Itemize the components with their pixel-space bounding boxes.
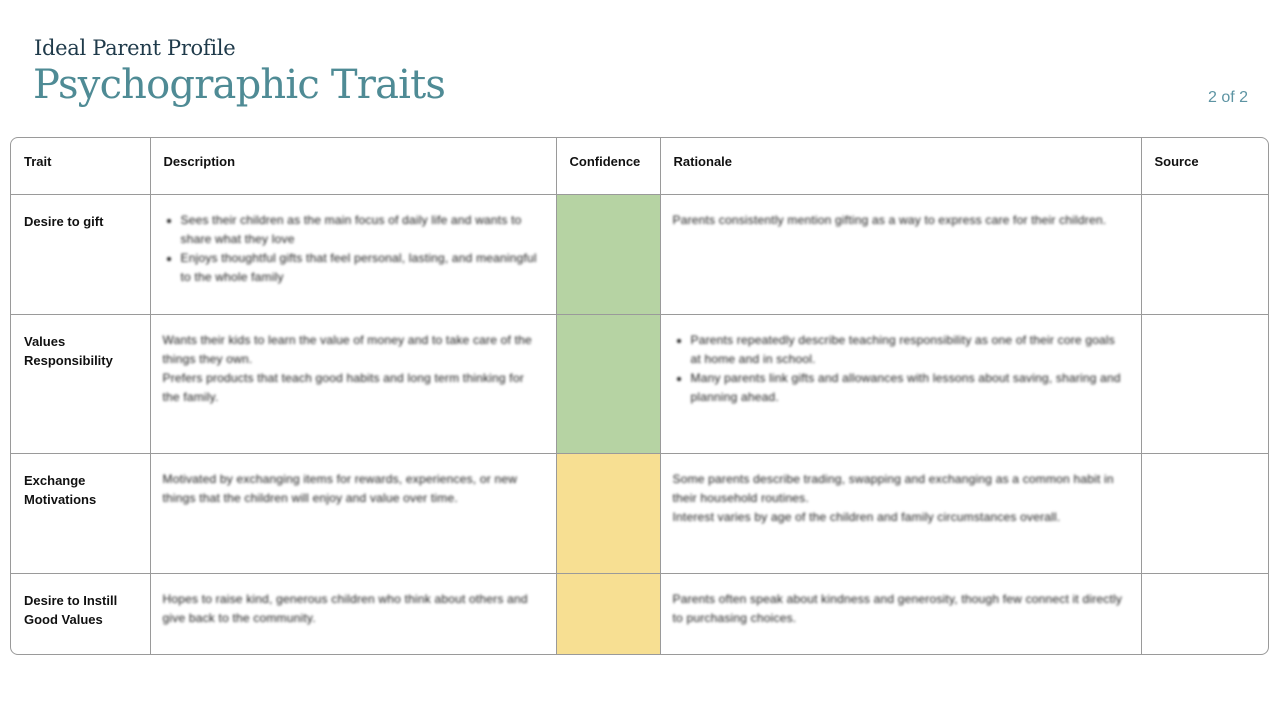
trait-cell: Desire to gift bbox=[11, 194, 150, 314]
description-text bbox=[163, 470, 542, 508]
trait-cell: Desire to Instill Good Values bbox=[11, 573, 150, 654]
rationale-cell bbox=[660, 314, 1141, 453]
rationale-text bbox=[673, 331, 1127, 407]
description-paragraph: Wants their kids to learn the value of money and to take care of the things they own. bbox=[162, 332, 532, 366]
description-text bbox=[163, 331, 542, 407]
column-header-rationale: Rationale bbox=[660, 138, 1141, 194]
table-header-row bbox=[11, 138, 1269, 194]
traits-table bbox=[10, 137, 1269, 655]
description-cell bbox=[150, 453, 556, 573]
source-cell bbox=[1141, 573, 1269, 654]
rationale-paragraph: Some parents describe trading, swapping and exchanging as a common habit in their household routines. bbox=[672, 471, 1114, 505]
description-paragraph: Prefers products that teach good habits and long term thinking for the family. bbox=[162, 370, 524, 404]
table-row bbox=[11, 453, 1269, 573]
rationale-paragraph: Interest varies by age of the children and family circumstances overall. bbox=[672, 509, 1061, 524]
rationale-bullet: • Parents repeatedly describe teaching responsibility as one of their core goals at home and in school. bbox=[691, 331, 1127, 369]
rationale-cell bbox=[660, 573, 1141, 654]
rationale-text bbox=[673, 470, 1127, 527]
column-header-description: Description bbox=[150, 138, 556, 194]
description-paragraph: Motivated by exchanging items for rewards, experiences, or new things that the children will enjoy and value over time. bbox=[162, 471, 518, 505]
table-row bbox=[11, 573, 1269, 654]
table-row bbox=[11, 194, 1269, 314]
description-text bbox=[163, 590, 542, 628]
description-cell bbox=[150, 194, 556, 314]
rationale-paragraph: Parents consistently mention gifting as a way to express care for their children. bbox=[672, 212, 1107, 227]
rationale-cell bbox=[660, 194, 1141, 314]
confidence-high-cell bbox=[556, 194, 660, 314]
confidence-medium-cell bbox=[556, 573, 660, 654]
description-bullet: • Sees their children as the main focus of daily life and wants to share what they love bbox=[181, 211, 542, 249]
column-header-confidence: Confidence bbox=[556, 138, 660, 194]
trait-cell: Exchange Motivations bbox=[11, 453, 150, 573]
trait-cell: Values Responsibility bbox=[11, 314, 150, 453]
rationale-cell bbox=[660, 453, 1141, 573]
confidence-medium-cell bbox=[556, 453, 660, 573]
page-subtitle: Ideal Parent Profile bbox=[34, 36, 236, 60]
confidence-high-cell bbox=[556, 314, 660, 453]
page-indicator: 2 of 2 bbox=[1207, 89, 1248, 106]
rationale-paragraph: Parents often speak about kindness and generosity, though few connect it directly to purchasing choices. bbox=[672, 591, 1123, 625]
source-cell bbox=[1141, 453, 1269, 573]
description-paragraph: Hopes to raise kind, generous children who think about others and give back to the community. bbox=[162, 591, 528, 625]
source-cell bbox=[1141, 194, 1269, 314]
rationale-text bbox=[673, 590, 1127, 628]
column-header-source: Source bbox=[1141, 138, 1269, 194]
page-title: Psychographic Traits bbox=[33, 62, 446, 108]
description-cell bbox=[150, 314, 556, 453]
description-bullet: • Enjoys thoughtful gifts that feel personal, lasting, and meaningful to the whole family bbox=[181, 249, 542, 287]
column-header-trait: Trait bbox=[11, 138, 150, 194]
rationale-bullet: • Many parents link gifts and allowances with lessons about saving, sharing and planning ahead. bbox=[691, 369, 1127, 407]
table-row bbox=[11, 314, 1269, 453]
description-cell bbox=[150, 573, 556, 654]
source-cell bbox=[1141, 314, 1269, 453]
rationale-text bbox=[673, 211, 1127, 230]
description-text bbox=[163, 211, 542, 287]
